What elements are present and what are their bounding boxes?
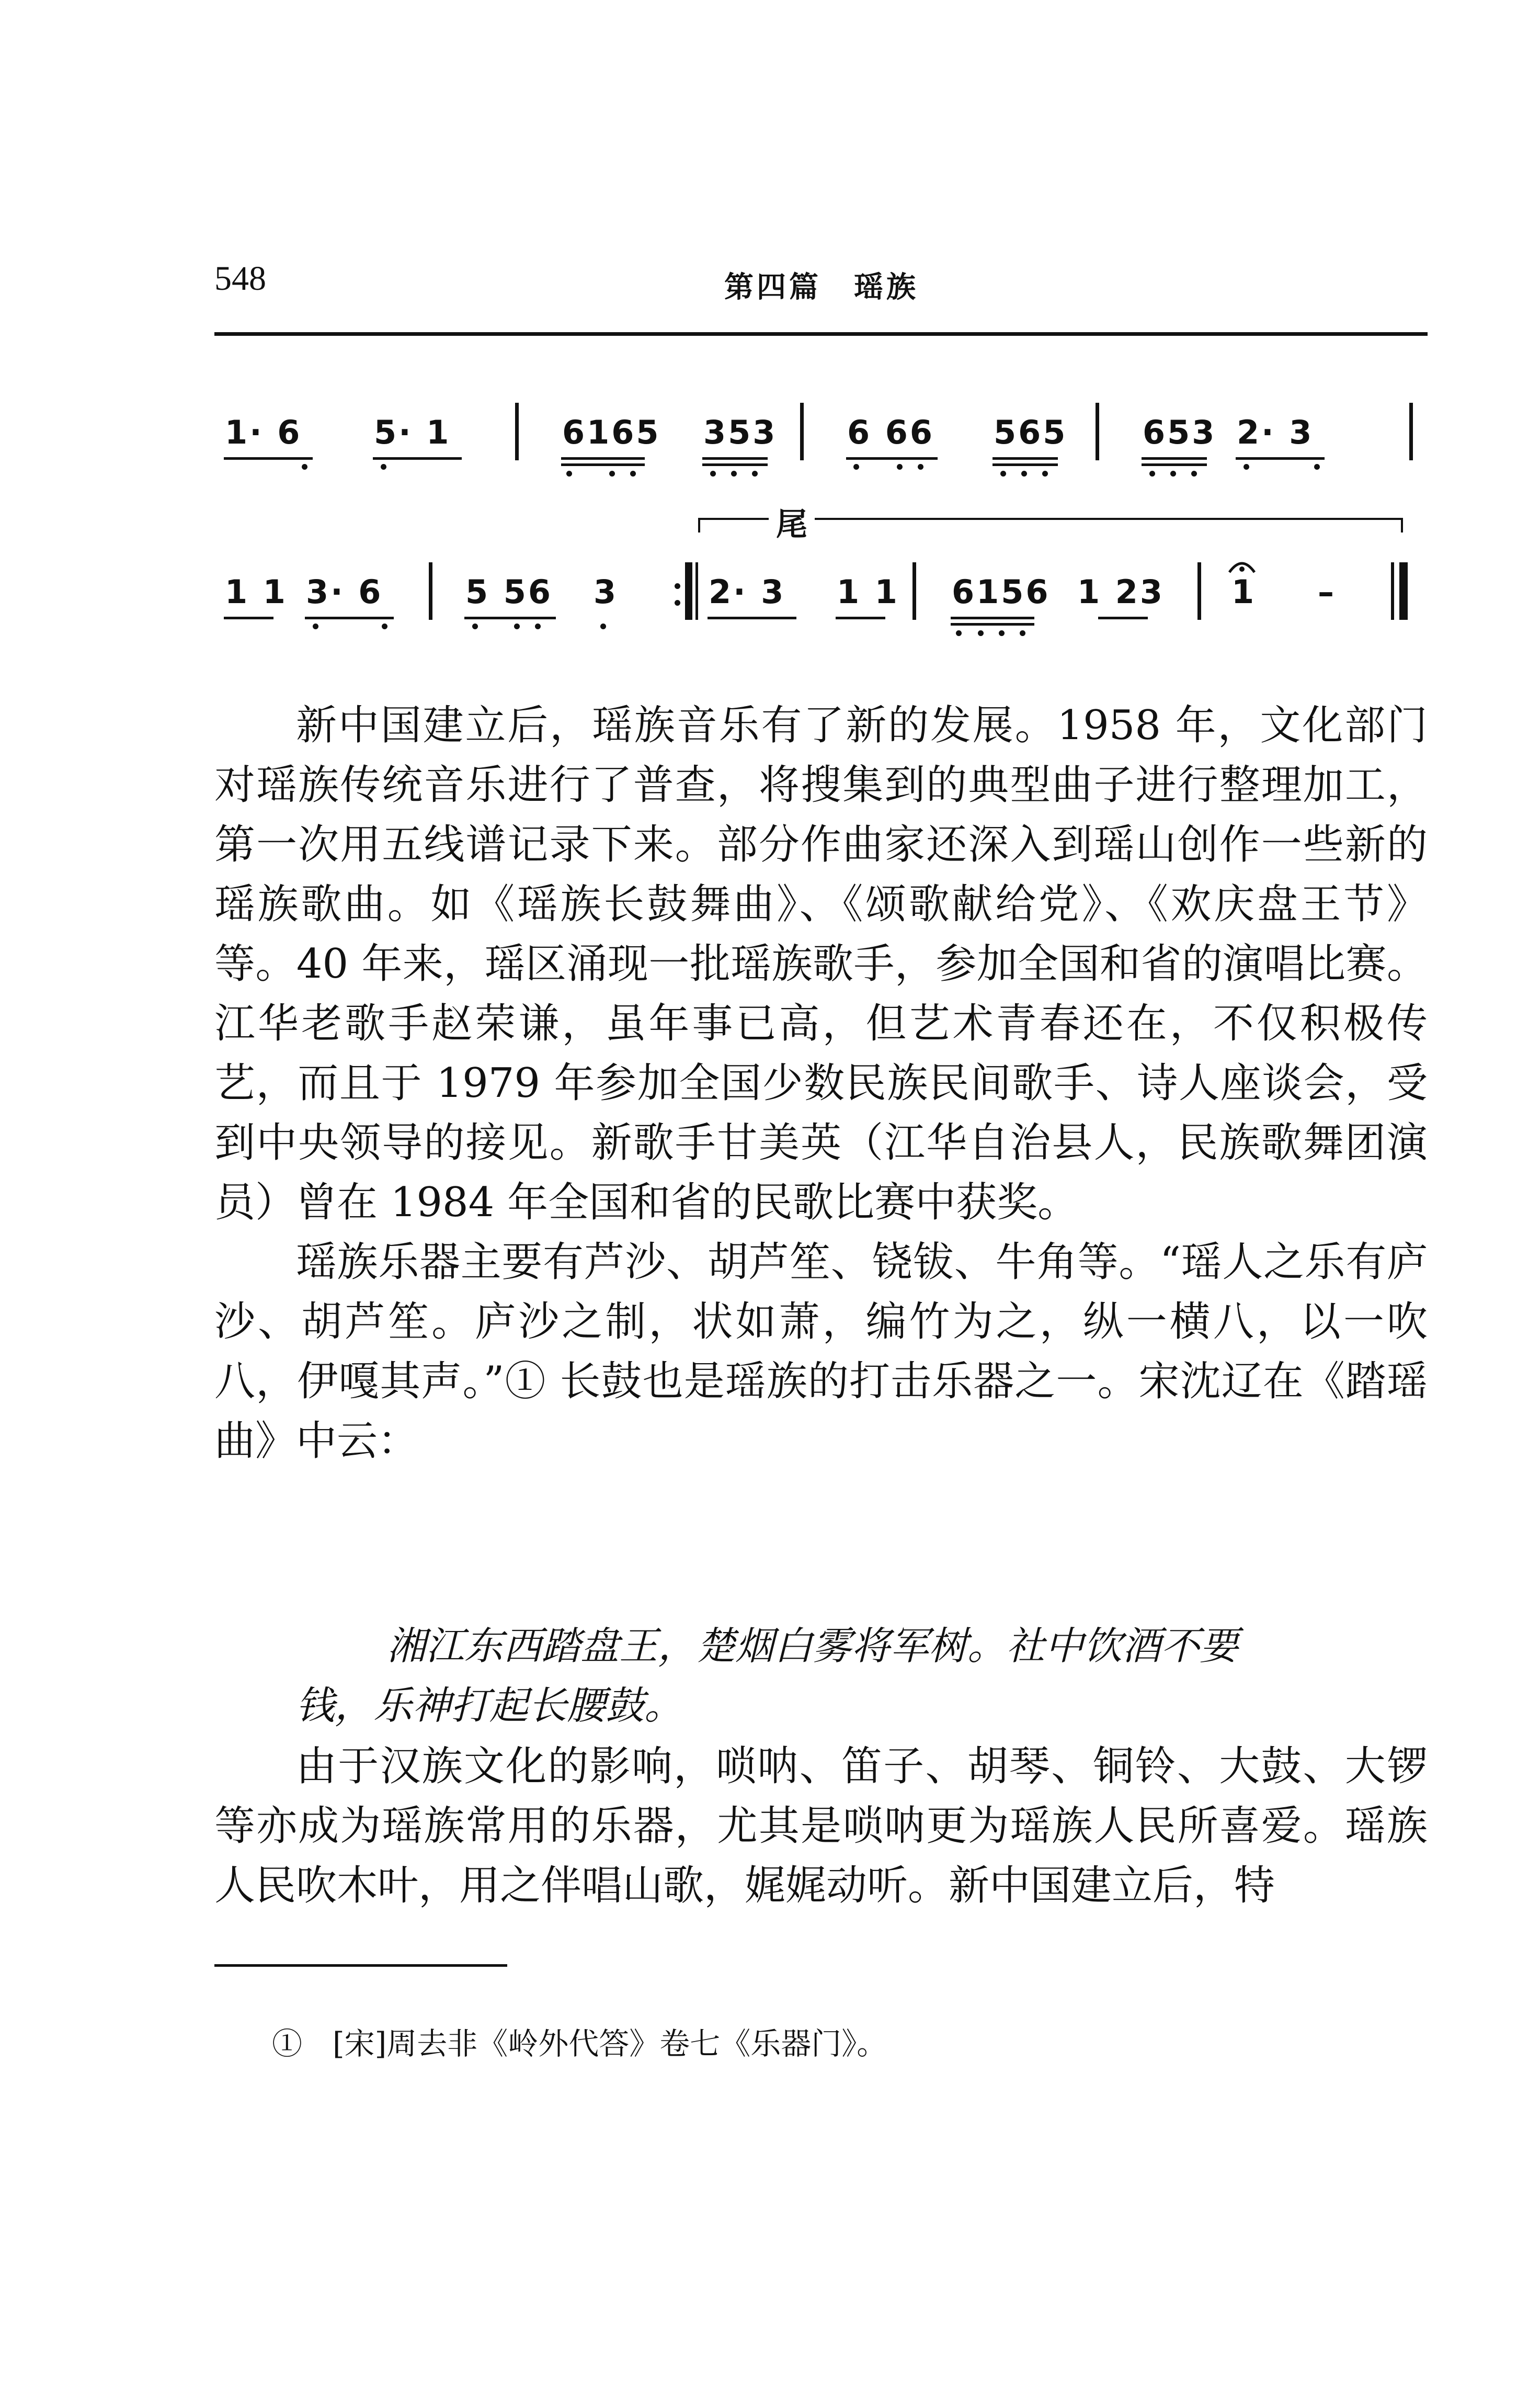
note-group: 565 [994,413,1068,451]
header-rule [214,332,1428,336]
beam-line [561,457,645,460]
bar-line [1096,403,1099,460]
octave-dot [999,630,1005,636]
octave-dot [472,624,478,629]
beam-line [224,457,313,460]
note-group: 1 1 [837,573,899,611]
octave-dot [897,464,903,470]
note-group: 2· 3 [709,573,786,611]
bar-line [1197,562,1201,620]
page-number: 548 [214,259,266,298]
octave-dot [918,464,923,470]
bar-line [429,562,432,620]
octave-dot [752,471,758,477]
beam-line [1142,457,1207,460]
beam-line [702,457,768,460]
octave-dot [978,630,984,636]
octave-dot [731,471,737,477]
beam-line [702,463,768,466]
repeat-bar [685,562,692,620]
octave-dot [382,624,387,629]
beam-line [993,463,1058,466]
octave-dot [609,471,615,477]
octave-dot [535,624,541,629]
note-group: 3· 6 [306,573,383,611]
octave-dot [853,464,859,470]
octave-dot [313,624,318,629]
octave-dot [1021,471,1027,477]
note-group: 6165 [562,413,661,451]
beam-line [464,617,556,619]
repeat-dot [675,583,680,589]
note-group: 653 [1143,413,1217,451]
note-group: 5 56 [465,573,553,611]
octave-dot [566,471,572,477]
octave-dot [630,471,636,477]
beam-line [1142,463,1207,466]
octave-dot [1314,464,1320,470]
bar-line [912,562,916,620]
note-group: 353 [703,413,778,451]
beam-line [224,617,273,619]
note-group: 3 [594,573,619,611]
running-head: 第四篇 瑶族 [724,270,919,304]
note-group: 1 [1231,573,1257,611]
note-group: 1 1 [225,573,288,611]
score-row-1 [214,413,1428,497]
paragraph-3: 由于汉族文化的影响，唢呐、笛子、胡琴、铜铃、大鼓、大锣等亦成为瑶族常用的乐器，尤其是唢呐更为瑶族人民所喜爱。瑶族人民吹木叶，用之伴唱山歌，娓娓动听。新中国建立后，特 [214,1743,1428,1909]
octave-dot [1170,471,1176,477]
octave-dot [1191,471,1197,477]
octave-dot [1000,471,1006,477]
poem-line-2: 钱，乐神打起长腰鼓。 [296,1683,683,1728]
note-group: 5· 1 [374,413,451,451]
footnote-rule [214,1964,507,1967]
paragraph-2: 瑶族乐器主要有芦沙、胡芦笙、铙钹、牛角等。“瑶人之乐有庐沙、胡芦笙。庐沙之制，状如萧，编竹为之，纵一横八，以一吹八，伊嘎其声。”① 长鼓也是瑶族的打击乐器之一。宋沈辽在《踏瑶曲》中云： [214,1239,1428,1465]
note-group: 6156 [952,573,1051,611]
beam-line [305,617,394,619]
octave-dot [710,471,716,477]
beam-line [1098,617,1148,619]
octave-dot [1149,471,1155,477]
octave-dot [956,630,962,636]
octave-dot [1042,471,1048,477]
octave-dot [1020,630,1025,636]
note-group: 2· 3 [1237,413,1314,451]
main-text-continued [214,1737,1428,1916]
fermata-icon [1226,554,1258,575]
bar-line [1409,403,1413,460]
coda-label: 尾 [769,500,815,545]
note-group: – [1318,573,1336,611]
paragraph-1: 新中国建立后，瑶族音乐有了新的发展。1958 年，文化部门对瑶族传统音乐进行了普查，将搜集到的典型曲子进行整理加工，第一次用五线谱记录下来。部分作曲家还深入到瑶山创作一些新的瑶族歌曲。如《瑶族长鼓舞曲》、《颂歌献给党》、《欢庆盘王节》等。40 年来，瑶区涌现一批瑶族歌手，参加全国和省的演唱比赛。江华老歌手赵荣谦，虽年事已高，但艺术青春还在，不仅积极传艺，而且于 1979 年参加全国少数民族民间歌手、诗人座谈会，受到中央领导的接见。新歌手甘美英（江华自治县人，民族歌舞团演员）曾在 1984 年全国和省的民歌比赛中获奖。 [214,702,1428,1226]
repeat-bar [695,562,698,620]
poem-line-1: 湘江东西踏盘王，楚烟白雾将军树。社中饮酒不要 [387,1624,1238,1669]
note-group: 6 66 [847,413,935,451]
bar-line [800,403,804,460]
octave-dot [1244,464,1249,470]
octave-dot [600,624,606,629]
beam-line [708,617,796,619]
final-bar [1399,562,1408,620]
beam-line [561,463,645,466]
beam-line [846,457,938,460]
footnote: ① [宋]周去非《岭外代答》卷七《乐器门》。 [272,2026,887,2061]
beam-line [993,457,1058,460]
poem-quote [214,1616,1428,1736]
beam-line [1236,457,1325,460]
beam-line [836,617,885,619]
octave-dot [514,624,520,629]
final-bar [1391,562,1394,620]
note-group: 1 23 [1077,573,1165,611]
repeat-dot [675,600,680,606]
score-row-2 [214,573,1428,656]
note-group: 1· 6 [225,413,302,451]
bar-line [515,403,519,460]
octave-dot [302,464,307,470]
main-text [214,696,1428,1471]
beam-line [373,457,462,460]
beam-line [951,617,1034,619]
octave-dot [381,464,386,470]
beam-line [951,623,1034,626]
